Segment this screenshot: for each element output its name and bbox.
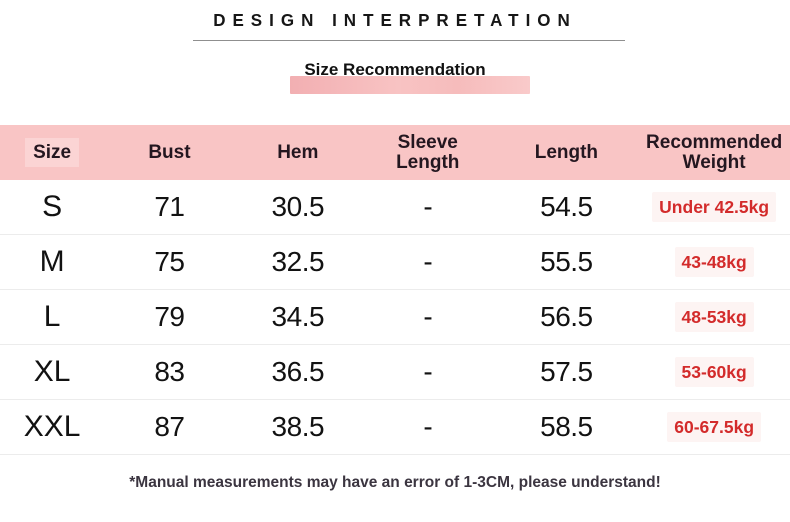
size-value: S	[0, 180, 104, 235]
size-value: L	[0, 290, 104, 345]
section-title-block	[0, 60, 790, 94]
banner-divider-line	[193, 40, 625, 41]
sleeve-length-value: -	[361, 345, 495, 400]
hem-value: 36.5	[235, 345, 361, 400]
size-value: M	[0, 235, 104, 290]
bust-value: 87	[104, 400, 234, 455]
size-table-body	[0, 180, 790, 455]
measurement-disclaimer: *Manual measurements may have an error of 1-3CM, please understand!	[129, 474, 661, 491]
design-interpretation-banner	[0, 0, 790, 41]
length-value: 57.5	[495, 345, 639, 400]
table-row-m	[0, 235, 790, 290]
recommended-weight-value: 60-67.5kg	[638, 400, 790, 455]
recommended-weight-value: 48-53kg	[638, 290, 790, 345]
recommended-weight-value: Under 42.5kg	[638, 180, 790, 235]
sleeve-length-value: -	[361, 235, 495, 290]
length-value: 54.5	[495, 180, 639, 235]
column-header-sleeve-length: Sleeve Length	[361, 125, 495, 180]
table-row-xl	[0, 345, 790, 400]
hem-value: 32.5	[235, 235, 361, 290]
bust-value: 75	[104, 235, 234, 290]
bust-value: 79	[104, 290, 234, 345]
recommended-weight-value: 53-60kg	[638, 345, 790, 400]
length-value: 56.5	[495, 290, 639, 345]
column-header-length: Length	[495, 125, 639, 180]
length-value: 58.5	[495, 400, 639, 455]
sleeve-length-value: -	[361, 400, 495, 455]
sleeve-length-value: -	[361, 180, 495, 235]
table-row-l	[0, 290, 790, 345]
table-row-s	[0, 180, 790, 235]
size-table-header	[0, 125, 790, 180]
size-table	[0, 125, 790, 455]
hem-value: 30.5	[235, 180, 361, 235]
column-header-hem: Hem	[235, 125, 361, 180]
hem-value: 34.5	[235, 290, 361, 345]
recommended-weight-value: 43-48kg	[638, 235, 790, 290]
section-title: Size Recommendation	[304, 60, 486, 79]
size-value: XL	[0, 345, 104, 400]
hem-value: 38.5	[235, 400, 361, 455]
header-row	[0, 125, 790, 180]
column-header-bust: Bust	[104, 125, 234, 180]
size-value: XXL	[0, 400, 104, 455]
sleeve-length-value: -	[361, 290, 495, 345]
length-value: 55.5	[495, 235, 639, 290]
bust-value: 71	[104, 180, 234, 235]
column-header-recommended-weight: Recommended Weight	[638, 125, 790, 180]
bust-value: 83	[104, 345, 234, 400]
banner-title: DESIGN INTERPRETATION	[213, 10, 577, 31]
table-row-xxl	[0, 400, 790, 455]
column-header-size: Size	[0, 125, 104, 180]
